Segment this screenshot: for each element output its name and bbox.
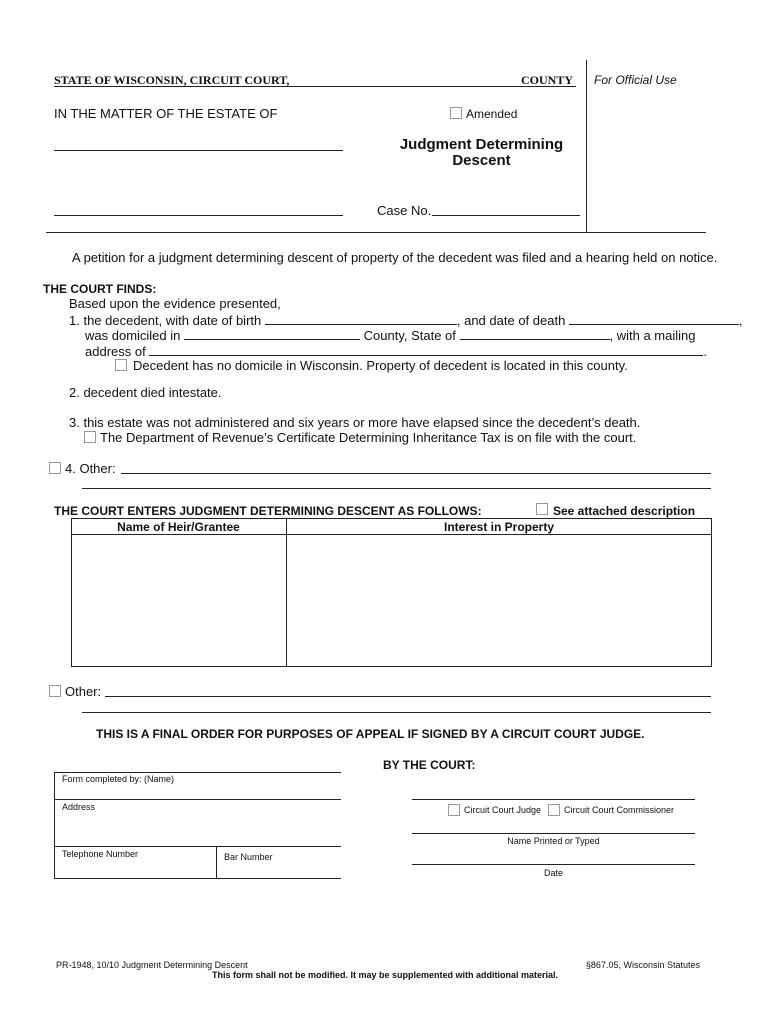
no-domicile-text: Decedent has no domicile in Wisconsin. Property of decedent is located in this county. [133, 358, 628, 373]
domicile-state-field[interactable] [460, 327, 610, 340]
estate-of-label: IN THE MATTER OF THE ESTATE OF [54, 106, 278, 121]
official-use-divider [586, 60, 587, 232]
item4-label: 4. Other: [65, 461, 116, 476]
item2-text: 2. decedent died intestate. [69, 385, 222, 400]
birth-date-field[interactable] [265, 312, 457, 325]
other-judgment-label: Other: [65, 684, 102, 699]
mailing-address-field[interactable] [149, 343, 703, 356]
form-id: PR-1948, 10/10 Judgment Determining Descent [56, 960, 248, 970]
amended-checkbox[interactable] [450, 107, 462, 119]
case-no-label: Case No. [377, 203, 432, 218]
form-title-line1: Judgment Determining [399, 136, 564, 153]
telephone-label: Telephone Number [62, 849, 139, 859]
dor-cert-checkbox[interactable] [84, 431, 96, 443]
dor-cert-text: The Department of Revenue’s Certificate Determining Inheritance Tax is on file with the court. [100, 430, 637, 445]
see-attached-checkbox[interactable] [536, 503, 548, 515]
commissioner-checkbox[interactable] [548, 804, 560, 816]
phone-bar-divider [216, 846, 217, 879]
preparer-top-rule [54, 772, 341, 773]
county-label: COUNTY [521, 73, 574, 87]
based-text: Based upon the evidence presented, [69, 296, 281, 311]
form-title-line2: Descent [452, 152, 511, 169]
item3-text: 3. this estate was not administered and six years or more have elapsed since the decedent’s death. [69, 415, 641, 430]
domicile-county-field[interactable] [184, 327, 360, 340]
date-label: Date [543, 868, 563, 878]
other-finding-field-2[interactable] [82, 488, 711, 489]
signature-line[interactable] [412, 799, 695, 800]
col-interest-header: Interest in Property [443, 520, 555, 534]
estate-name-line-2[interactable] [54, 215, 343, 216]
final-order-text: THIS IS A FINAL ORDER FOR PURPOSES OF APPEAL IF SIGNED BY A CIRCUIT COURT JUDGE. [96, 727, 645, 741]
name-printed-label: Name Printed or Typed [507, 836, 600, 846]
col-heir-header: Name of Heir/Grantee [117, 520, 240, 534]
judge-checkbox[interactable] [448, 804, 460, 816]
intro-text: A petition for a judgment determining descent of property of the decedent was filed and a hearing held on notice. [72, 250, 718, 265]
name-printed-line[interactable] [412, 833, 695, 834]
see-attached-label: See attached description [553, 504, 696, 518]
heir-name-cell[interactable] [72, 535, 285, 666]
estate-name-line[interactable] [54, 150, 343, 151]
interest-cell[interactable] [287, 535, 711, 666]
commissioner-label: Circuit Court Commissioner [564, 805, 675, 815]
court-finds-heading: THE COURT FINDS: [43, 282, 157, 296]
address-field[interactable] [54, 846, 341, 847]
statute-ref: §867.05, Wisconsin Statutes [585, 960, 700, 970]
by-the-court-label: BY THE COURT: [383, 758, 476, 772]
state-court-label: STATE OF WISCONSIN, CIRCUIT COURT, [54, 73, 290, 87]
no-domicile-checkbox[interactable] [115, 359, 127, 371]
other-finding-checkbox[interactable] [49, 462, 61, 474]
other-judgment-checkbox[interactable] [49, 685, 61, 697]
judgment-heading: THE COURT ENTERS JUDGMENT DETERMINING DESCENT AS FOLLOWS: [54, 504, 482, 518]
date-line[interactable] [412, 864, 695, 865]
completed-by-field[interactable] [54, 799, 341, 800]
court-county-line[interactable] [54, 86, 576, 87]
other-judgment-field-2[interactable] [82, 712, 711, 713]
completed-by-label: Form completed by: (Name) [62, 774, 175, 784]
item1-line2: was domiciled in County, State of , with a mailing [85, 328, 696, 343]
preparer-left-rule [54, 772, 55, 879]
amended-label: Amended [466, 107, 518, 121]
official-use-label: For Official Use [594, 73, 677, 87]
item1-line3: address of . [85, 344, 707, 359]
phone-bar-field[interactable] [54, 878, 341, 879]
footer-notice: This form shall not be modified. It may be supplemented with additional material. [211, 970, 559, 980]
item1-line1: 1. the decedent, with date of birth , and date of death , [69, 313, 743, 328]
other-finding-field[interactable] [121, 473, 711, 474]
case-no-field[interactable] [432, 215, 580, 216]
death-date-field[interactable] [569, 312, 739, 325]
bar-number-label: Bar Number [224, 852, 273, 862]
header-bottom-rule [46, 232, 706, 233]
judge-label: Circuit Court Judge [464, 805, 542, 815]
address-label: Address [62, 802, 96, 812]
other-judgment-field[interactable] [105, 696, 711, 697]
